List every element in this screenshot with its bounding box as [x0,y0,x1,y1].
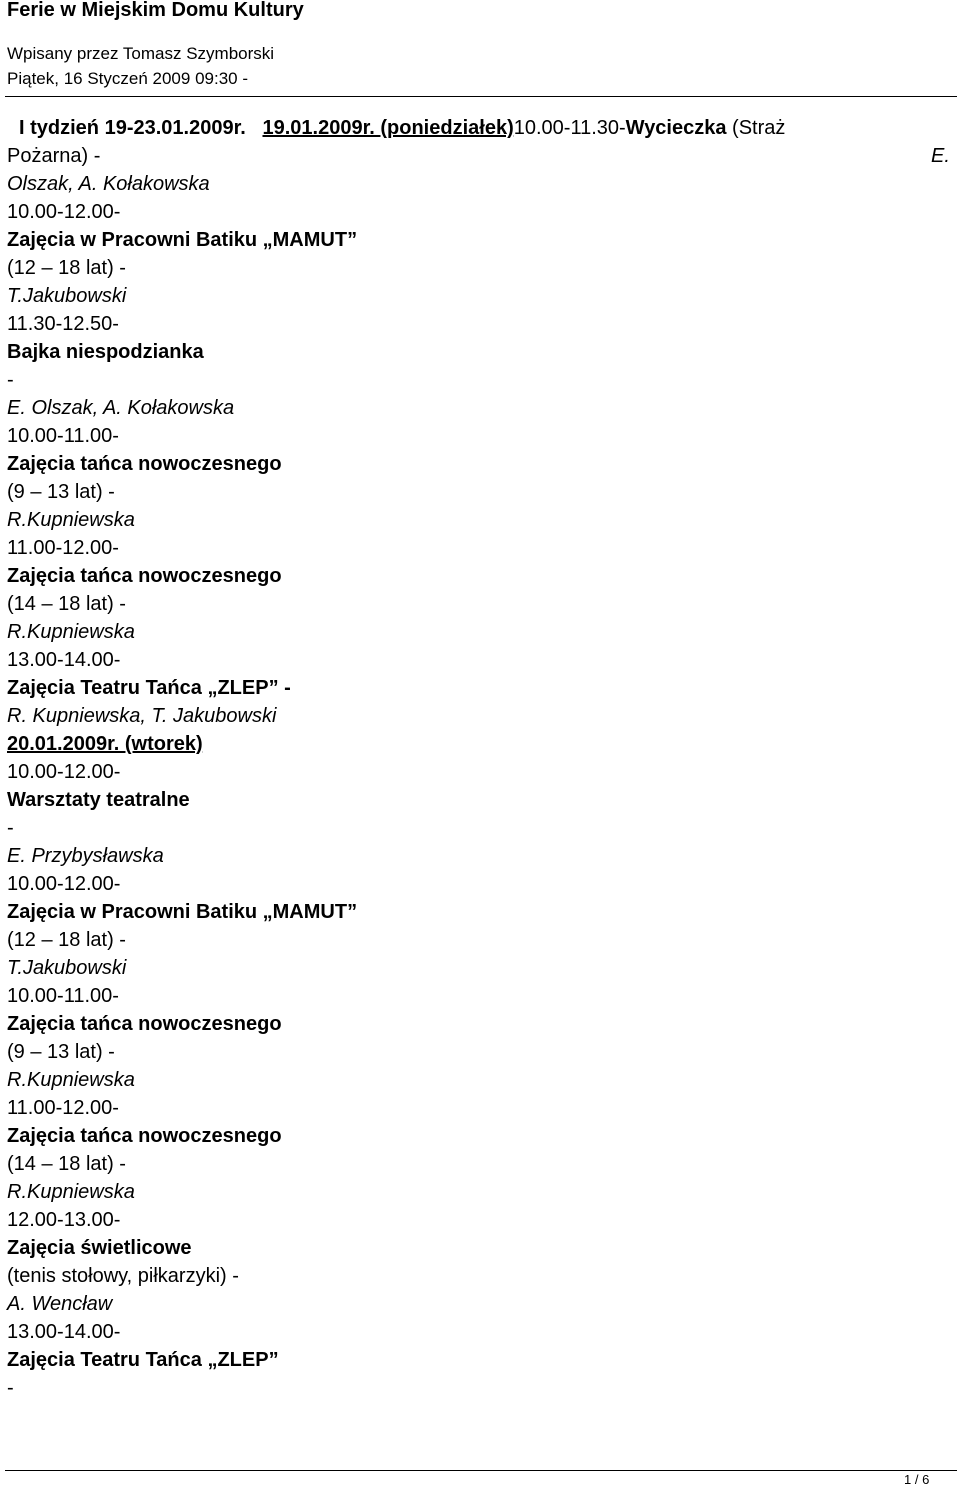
schedule-line: 20.01.2009r. (wtorek) [7,733,203,755]
schedule-line: R.Kupniewska [7,1181,135,1203]
schedule-line: 10.00-12.00- [7,761,121,783]
schedule-line: 13.00-14.00- [7,649,121,671]
schedule-line: 11.00-12.00- [7,537,119,559]
schedule-line: R.Kupniewska [7,509,135,531]
schedule-line: R. Kupniewska, T. Jakubowski [7,705,277,727]
event-detail: (Straż [732,117,786,139]
schedule-line: 11.00-12.00- [7,1097,119,1119]
schedule-line: Zajęcia tańca nowoczesnego [7,453,282,475]
schedule-line: 10.00-11.00- [7,425,119,447]
schedule-line: R.Kupniewska [7,1069,135,1091]
schedule-line: Zajęcia świetlicowe [7,1237,192,1259]
schedule-line: - [7,1377,14,1399]
schedule-line: 13.00-14.00- [7,1321,121,1343]
schedule-line: E. Przybysławska [7,845,164,867]
day-heading: 19.01.2009r. (poniedziałek) [262,117,514,139]
schedule-line: 10.00-11.00- [7,985,119,1007]
schedule-line: - [7,369,14,391]
schedule-line: - [7,817,14,839]
author-line: Wpisany przez Tomasz Szymborski [7,44,275,63]
schedule-line: Olszak, A. Kołakowska [7,173,210,195]
schedule-line: Zajęcia tańca nowoczesnego [7,1125,282,1147]
schedule-line: Zajęcia tańca nowoczesnego [7,565,282,587]
intro-line [19,115,785,141]
schedule-line: T.Jakubowski [7,957,127,979]
schedule-line: (12 – 18 lat) - [7,257,126,279]
time-range: 10.00-11.30- [513,117,626,139]
schedule-line: Warsztaty teatralne [7,789,190,811]
schedule-line: Zajęcia tańca nowoczesnego [7,1013,282,1035]
event-detail-cont: Pożarna) - [7,145,101,167]
schedule-line: Zajęcia Teatru Tańca „ZLEP” [7,1349,279,1371]
schedule-line: 12.00-13.00- [7,1209,121,1231]
intro-continuation [7,143,950,169]
schedule-line: 11.30-12.50- [7,313,119,335]
week-heading: I tydzień 19-23.01.2009r. [19,117,246,139]
date-line: Piątek, 16 Styczeń 2009 09:30 - [7,69,248,88]
footer-divider [5,1470,957,1471]
schedule-line: T.Jakubowski [7,285,127,307]
leader-initial: E. [931,145,950,167]
schedule-line: R.Kupniewska [7,621,135,643]
schedule-line: E. Olszak, A. Kołakowska [7,397,235,419]
header-divider [5,96,957,97]
schedule-line: (14 – 18 lat) - [7,1153,126,1175]
schedule-line: (9 – 13 lat) - [7,481,115,503]
schedule-line: 10.00-12.00- [7,201,121,223]
page-number: 1 / 6 [904,1472,930,1487]
event-name: Wycieczka [625,117,727,139]
schedule-line: Zajęcia w Pracowni Batiku „MAMUT” [7,901,358,923]
schedule-line: (12 – 18 lat) - [7,929,126,951]
schedule-line: Bajka niespodzianka [7,341,204,363]
schedule-line: 10.00-12.00- [7,873,121,895]
schedule-line: Zajęcia Teatru Tańca „ZLEP” - [7,677,291,699]
schedule-line: A. Wencław [7,1293,113,1315]
schedule-line: (tenis stołowy, piłkarzyki) - [7,1265,239,1287]
schedule-line: (9 – 13 lat) - [7,1041,115,1063]
page-title: Ferie w Miejskim Domu Kultury [7,0,304,21]
schedule-line: Zajęcia w Pracowni Batiku „MAMUT” [7,229,358,251]
schedule-line: (14 – 18 lat) - [7,593,126,615]
